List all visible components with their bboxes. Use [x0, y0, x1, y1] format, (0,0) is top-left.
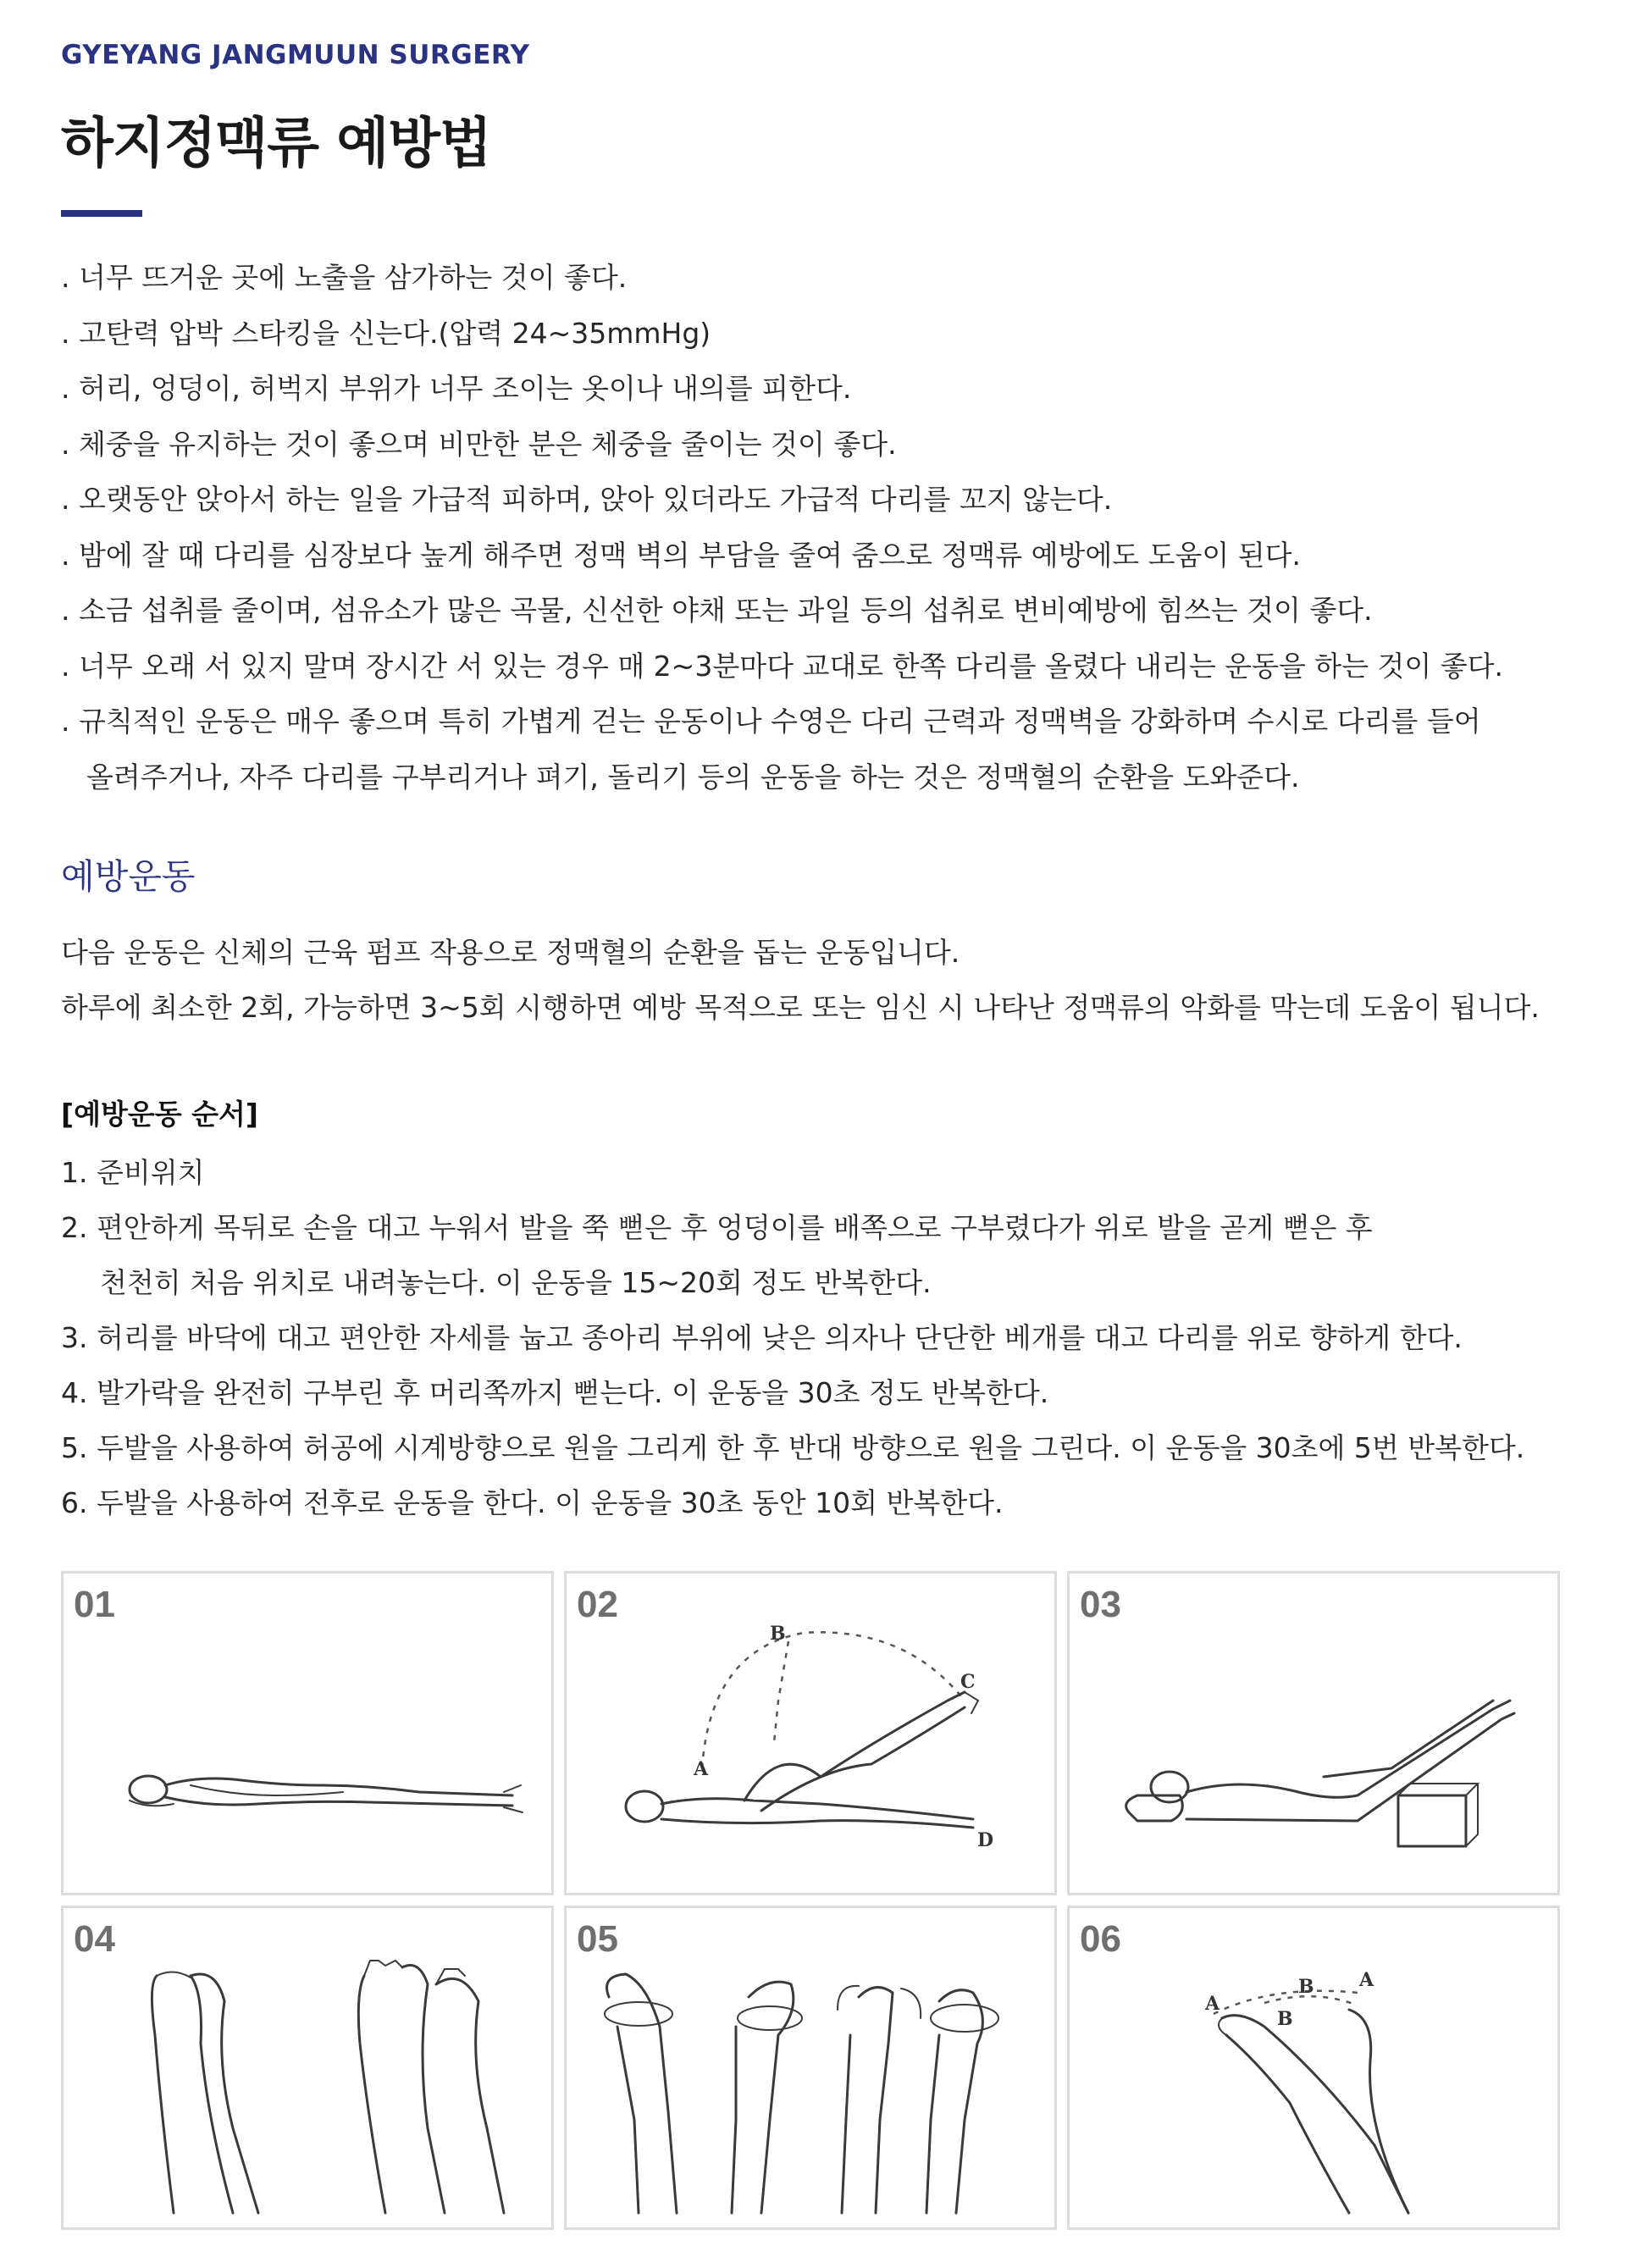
ankle-circle-illustration — [567, 1908, 1054, 2227]
tip-item: . 너무 뜨거운 곳에 노출을 삼가하는 것이 좋다. — [61, 261, 628, 294]
prevention-tips-list — [61, 250, 1568, 805]
illustration-panel-01 — [61, 1571, 554, 1895]
illustration-panel-04 — [61, 1906, 554, 2230]
toe-flex-illustration — [64, 1908, 551, 2227]
label-b: B — [770, 1623, 786, 1645]
lying-figure-illustration — [64, 1574, 551, 1893]
exercise-intro — [61, 925, 1540, 1035]
panel-number: 02 — [577, 1584, 618, 1625]
panel-number: 06 — [1080, 1918, 1121, 1960]
section-heading-exercise: 예방운동 — [61, 856, 196, 897]
step-item: 4. 발가락을 완전히 구부린 후 머리쪽까지 뻗는다. 이 운동을 30초 정도 반복한다. — [61, 1376, 1049, 1409]
label-c: C — [960, 1671, 976, 1693]
title-underline — [61, 210, 142, 217]
tip-item-continuation: 올려주거나, 자주 다리를 구부리거나 펴기, 돌리기 등의 운동을 하는 것은 정맥혈의 순환을 도와준다. — [86, 760, 1300, 794]
exercise-steps-list — [61, 1145, 1524, 1530]
tip-item: . 규칙적인 운동은 매우 좋으며 특히 가볍게 걷는 운동이나 수영은 다리 근력과 정맥벽을 강화하며 수시로 다리를 들어 — [61, 705, 1481, 738]
tip-item: . 허리, 엉덩이, 허벅지 부위가 너무 조이는 옷이나 내의를 피한다. — [61, 372, 852, 405]
ankle-pump-illustration — [1070, 1908, 1557, 2227]
step-item-continuation: 천천히 처음 위치로 내려놓는다. 이 운동을 15~20회 정도 반복한다. — [100, 1266, 932, 1299]
tip-item: . 체중을 유지하는 것이 좋으며 비만한 분은 체중을 줄이는 것이 좋다. — [61, 427, 897, 461]
elevated-legs-illustration — [1070, 1574, 1557, 1893]
panel-number: 04 — [74, 1918, 115, 1960]
panel-number: 01 — [74, 1584, 115, 1625]
label-b-inner: B — [1277, 2008, 1293, 2030]
label-a-left: A — [1205, 1993, 1220, 2015]
illustration-panel-02 — [564, 1571, 1057, 1895]
exercise-illustration-grid — [61, 1571, 1563, 2240]
illustration-panel-06 — [1067, 1906, 1560, 2230]
intro-line: 다음 운동은 신체의 근육 펌프 작용으로 정맥혈의 순환을 돕는 운동입니다. — [61, 936, 960, 969]
step-item: 1. 준비위치 — [61, 1156, 205, 1189]
page-title: 하지정맥류 예방법 — [61, 113, 491, 175]
panel-number: 03 — [1080, 1584, 1121, 1625]
step-item: 6. 두발을 사용하여 전후로 운동을 한다. 이 운동을 30초 동안 10회 반복한다. — [61, 1486, 1004, 1519]
label-a: A — [694, 1758, 709, 1780]
tip-item: . 너무 오래 서 있지 말며 장시간 서 있는 경우 매 2~3분마다 교대로 한쪽 다리를 올렸다 내리는 운동을 하는 것이 좋다. — [61, 649, 1504, 683]
step-item: 5. 두발을 사용하여 허공에 시계방향으로 원을 그리게 한 후 반대 방향으로 원을 그린다. 이 운동을 30초에 5번 반복한다. — [61, 1431, 1525, 1464]
step-item: 2. 편안하게 목뒤로 손을 대고 누워서 발을 쭉 뻗은 후 엉덩이를 배쪽으로 구부렸다가 위로 발을 곧게 뻗은 후 — [61, 1211, 1373, 1244]
brand-name: GYEYANG JANGMUUN SURGERY — [61, 40, 530, 70]
label-d: D — [977, 1829, 994, 1851]
illustration-panel-05 — [564, 1906, 1057, 2230]
tip-item: . 밤에 잘 때 다리를 심장보다 높게 해주면 정맥 벽의 부담을 줄여 줌으로 정맥류 예방에도 도움이 된다. — [61, 538, 1301, 572]
tip-item: . 오랫동안 앉아서 하는 일을 가급적 피하며, 앉아 있더라도 가급적 다리를 꼬지 않는다. — [61, 483, 1113, 516]
steps-heading: [예방운동 순서] — [61, 1098, 258, 1131]
step-item: 3. 허리를 바닥에 대고 편안한 자세를 눕고 종아리 부위에 낮은 의자나 단단한 베개를 대고 다리를 위로 향하게 한다. — [61, 1321, 1463, 1354]
label-a-right: A — [1359, 1969, 1374, 1991]
panel-number: 05 — [577, 1918, 618, 1960]
intro-line: 하루에 최소한 2회, 가능하면 3~5회 시행하면 예방 목적으로 또는 임신 시 나타난 정맥류의 악화를 막는데 도움이 됩니다. — [61, 991, 1540, 1024]
leg-raise-illustration — [567, 1574, 1054, 1893]
label-b-top: B — [1298, 1976, 1314, 1998]
tip-item: . 소금 섭취를 줄이며, 섬유소가 많은 곡물, 신선한 야채 또는 과일 등의 섭취로 변비예방에 힘쓰는 것이 좋다. — [61, 594, 1373, 627]
illustration-panel-03 — [1067, 1571, 1560, 1895]
tip-item: . 고탄력 압박 스타킹을 신는다.(압력 24~35mmHg) — [61, 316, 711, 350]
